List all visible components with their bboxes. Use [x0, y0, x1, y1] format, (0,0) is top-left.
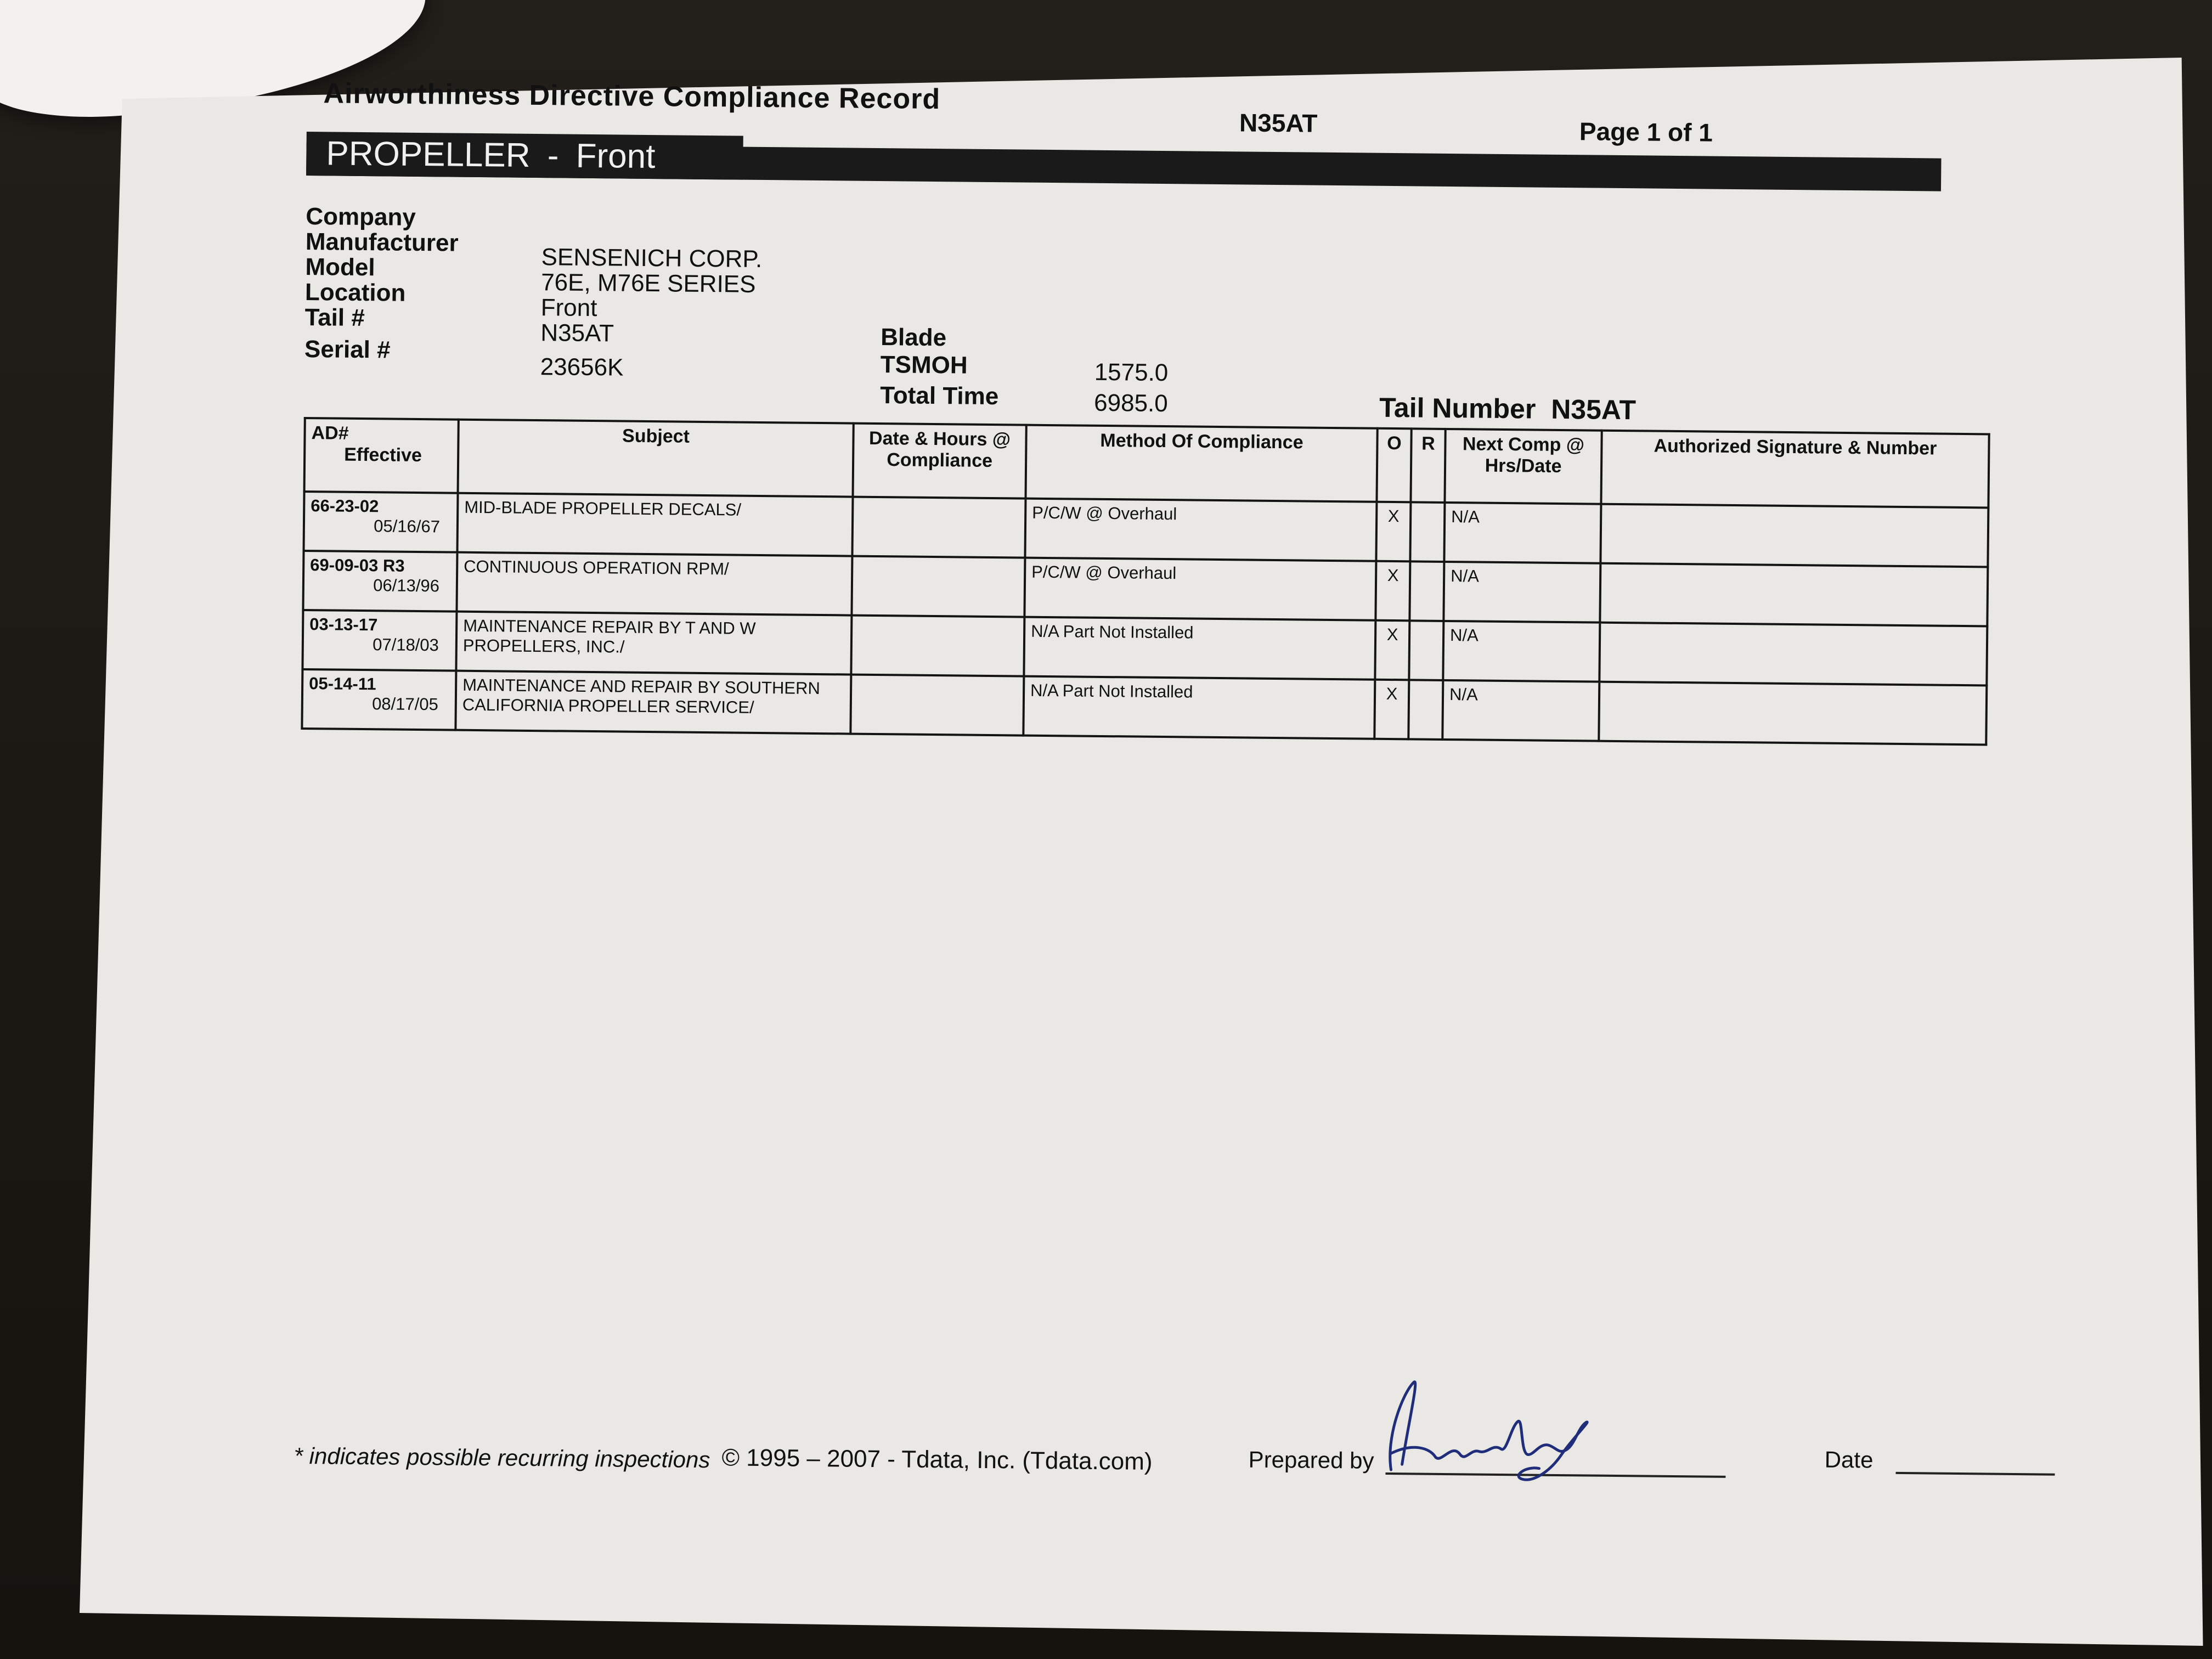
section-component: PROPELLER	[326, 134, 531, 174]
cell-date	[852, 497, 1025, 558]
cell-subject: MAINTENANCE REPAIR BY T AND W PROPELLERS, INC./	[456, 612, 851, 675]
cell-next: N/A	[1444, 503, 1601, 563]
label-tsmoh: TSMOH	[880, 351, 968, 379]
cell-method: P/C/W @ Overhaul	[1024, 558, 1376, 620]
label-blade: Blade	[881, 324, 947, 352]
cell-method: N/A Part Not Installed	[1023, 676, 1375, 739]
handwritten-signature	[1369, 1360, 1600, 1494]
label-model: Model	[305, 253, 375, 281]
value-serial: 23656K	[540, 353, 624, 381]
cell-signature	[1599, 623, 1987, 686]
tail-number-block	[1379, 392, 1636, 426]
section-dash: -	[547, 137, 559, 175]
label-company: Company	[306, 202, 416, 231]
ad-number: 05-14-11	[309, 674, 376, 694]
header-effective: Effective	[344, 444, 422, 466]
cell-next: N/A	[1443, 621, 1600, 682]
value-total-time: 6985.0	[1093, 389, 1168, 417]
label-serial: Serial #	[304, 335, 391, 364]
ad-number: 03-13-17	[309, 614, 378, 635]
cell-r	[1408, 680, 1443, 740]
cell-subject: CONTINUOUS OPERATION RPM/	[456, 552, 852, 616]
value-tail: N35AT	[540, 319, 614, 347]
compliance-record	[292, 66, 2041, 1618]
header-method: Method Of Compliance	[1025, 425, 1377, 502]
ad-effective-date: 07/18/03	[373, 635, 439, 655]
header-r: R	[1410, 428, 1445, 503]
cell-signature	[1599, 682, 1987, 745]
label-total-time: Total Time	[880, 382, 999, 410]
document-title: Airworthiness Directive Compliance Record	[323, 77, 941, 116]
tail-number-label: Tail Number	[1379, 392, 1536, 425]
value-location: Front	[540, 294, 597, 322]
cell-date	[851, 556, 1025, 617]
label-location: Location	[304, 278, 406, 307]
ad-number: 69-09-03 R3	[310, 555, 405, 575]
ad-effective-date: 08/17/05	[372, 694, 439, 714]
section-position: Front	[575, 137, 656, 176]
cell-method: P/C/W @ Overhaul	[1025, 499, 1376, 561]
ad-effective-date: 06/13/96	[373, 575, 440, 596]
header-ad-effective	[304, 418, 459, 493]
cell-subject: MID-BLADE PROPELLER DECALS/	[458, 493, 853, 556]
cell-r	[1410, 502, 1444, 562]
ad-effective-date: 05/16/67	[374, 516, 441, 537]
header-ad: AD#	[311, 422, 349, 444]
header-subject: Subject	[458, 420, 854, 497]
cell-ad	[304, 492, 458, 552]
cell-r	[1409, 561, 1444, 621]
ad-number: 66-23-02	[311, 496, 379, 516]
page-indicator: Page 1 of 1	[1579, 117, 1713, 147]
value-tsmoh: 1575.0	[1094, 358, 1169, 387]
label-manufacturer: Manufacturer	[305, 228, 459, 257]
cell-date	[851, 616, 1024, 676]
copyright-notice: © 1995 – 2007 - Tdata, Inc. (Tdata.com)	[721, 1444, 1153, 1475]
tail-number-value: N35AT	[1550, 393, 1637, 426]
cell-signature	[1600, 504, 1988, 567]
value-model: 76E, M76E SERIES	[540, 269, 756, 298]
value-manufacturer: SENSENICH CORP.	[541, 244, 763, 273]
cell-o: X	[1376, 502, 1410, 562]
section-label	[306, 132, 743, 180]
recurring-note: * indicates possible recurring inspections	[294, 1442, 710, 1473]
header-next-comp: Next Comp @ Hrs/Date	[1444, 429, 1601, 504]
date-label: Date	[1824, 1446, 1874, 1473]
cell-ad	[302, 610, 456, 671]
cell-o: X	[1375, 620, 1409, 680]
label-tail: Tail #	[304, 303, 365, 332]
header-date-hours: Date & Hours @ Compliance	[853, 424, 1026, 499]
cell-ad	[302, 669, 456, 730]
cell-subject: MAINTENANCE AND REPAIR BY SOUTHERN CALIFORNIA PROPELLER SERVICE/	[455, 671, 851, 734]
cell-r	[1409, 620, 1443, 680]
cell-o: X	[1374, 680, 1409, 740]
cell-next: N/A	[1443, 562, 1600, 623]
prepared-by-label: Prepared by	[1248, 1446, 1374, 1474]
cell-o: X	[1375, 561, 1410, 621]
header-o: O	[1376, 428, 1411, 503]
cell-method: N/A Part Not Installed	[1024, 617, 1375, 680]
cell-signature	[1600, 563, 1988, 627]
cell-ad	[303, 551, 457, 612]
header-signature: Authorized Signature & Number	[1601, 431, 1989, 508]
cell-next: N/A	[1442, 680, 1599, 741]
ad-compliance-table	[301, 417, 1990, 746]
header-tail-number: N35AT	[1239, 108, 1318, 138]
cell-date	[850, 675, 1024, 736]
